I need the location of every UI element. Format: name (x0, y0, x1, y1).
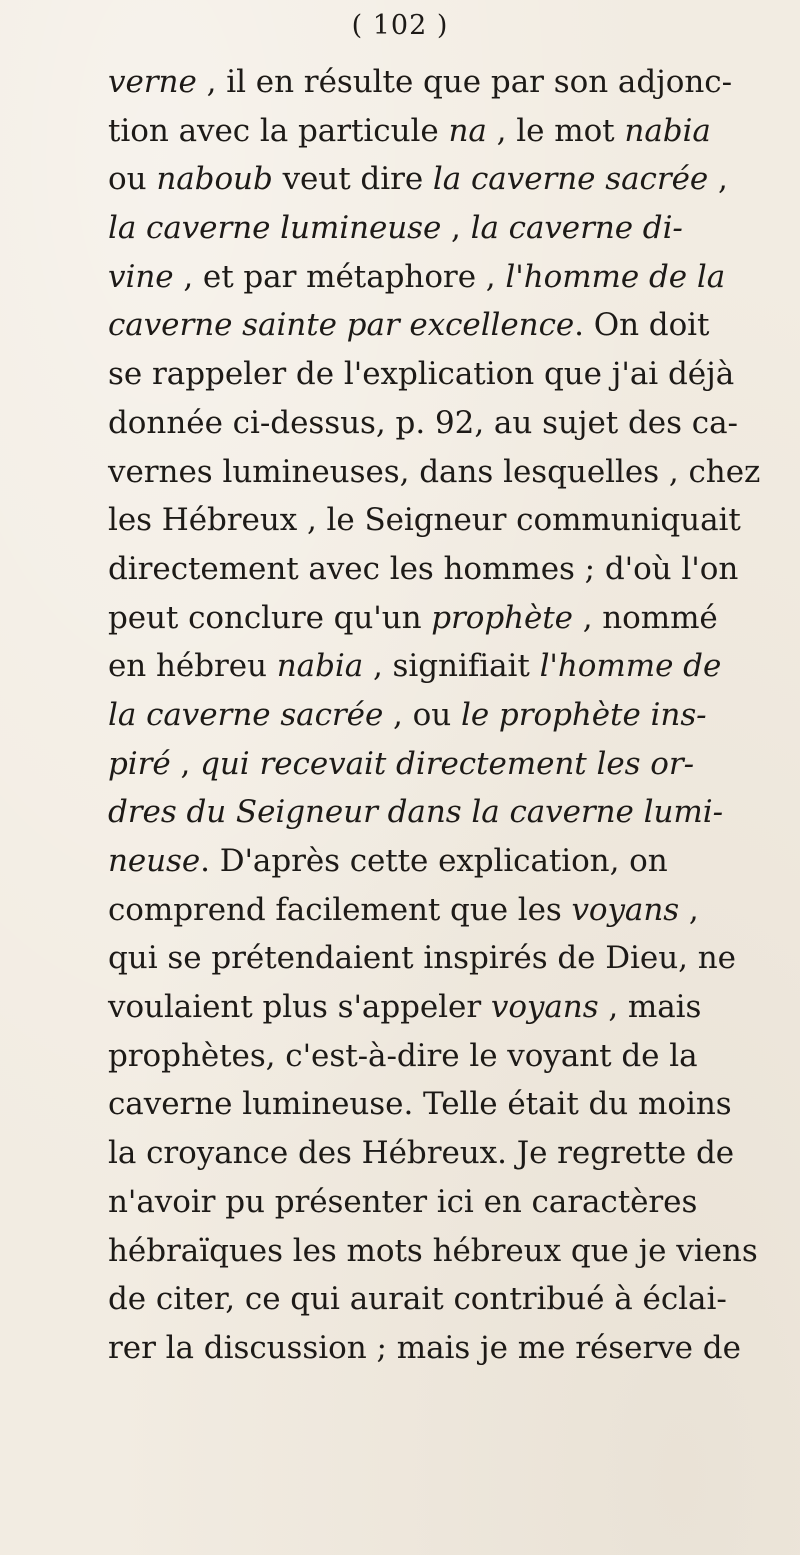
text-line (108, 1227, 798, 1276)
text-line (108, 1129, 798, 1178)
italic-text: prophète (431, 599, 573, 636)
body-text (108, 58, 798, 1373)
text-run: ou (108, 161, 157, 198)
text-run: , ou (383, 696, 461, 733)
text-line (108, 107, 798, 156)
text-line (108, 155, 798, 204)
text-line (108, 886, 798, 935)
text-run: vernes lumineuses, dans lesquelles , chez (108, 453, 761, 490)
italic-text: caverne sainte par excellence (108, 307, 575, 344)
text-line (108, 594, 798, 643)
text-line (108, 1080, 798, 1129)
text-run: donnée ci-dessus, p. 92, au sujet des ca- (108, 404, 738, 441)
text-run: . D'après cette explication, on (200, 843, 668, 879)
text-run: se rappeler de l'explication que j'ai déjà (108, 356, 735, 393)
italic-text: nabia (624, 112, 711, 149)
text-run: n'avoir pu présenter ici en caractères (108, 1183, 698, 1220)
italic-text: la caverne sacrée (108, 696, 384, 733)
text-run: , le mot (486, 112, 625, 149)
text-line (108, 58, 798, 107)
text-run: , (441, 210, 471, 247)
text-run: directement avec les hommes ; d'où l'on (108, 550, 739, 587)
text-run: , signifiait (363, 648, 540, 685)
italic-text: verne (108, 64, 197, 100)
italic-text: la caverne lumineuse (108, 210, 442, 247)
text-run: hébraïques les mots hébreux que je viens (108, 1232, 758, 1269)
text-run: de citer, ce qui aurait contribué à éclai- (108, 1281, 727, 1318)
text-line (108, 837, 798, 886)
text-line (108, 496, 798, 545)
text-run: prophètes, c'est-à-dire le voyant de la (108, 1037, 698, 1074)
text-run: qui se prétendaient inspirés de Dieu, ne (108, 940, 736, 977)
italic-text: qui recevait directement les or- (200, 745, 695, 782)
text-line (108, 399, 798, 448)
text-run: en hébreu (108, 648, 277, 685)
italic-text: piré (108, 745, 171, 782)
text-line (108, 204, 798, 253)
italic-text: la caverne di- (470, 210, 683, 247)
text-line (108, 788, 798, 837)
italic-text: le prophète ins- (460, 696, 707, 733)
text-line (108, 1275, 798, 1324)
text-run: , nommé (572, 599, 718, 636)
text-line (108, 301, 798, 350)
text-run: , (679, 891, 699, 928)
text-run: peut conclure qu'un (108, 599, 432, 636)
text-line (108, 545, 798, 594)
text-line (108, 691, 798, 740)
text-line (108, 934, 798, 983)
text-run: tion avec la particule (108, 112, 449, 149)
italic-text: voyans (490, 989, 599, 1026)
italic-text: nabia (276, 648, 364, 685)
text-run: caverne lumineuse. Telle était du moins (108, 1086, 732, 1123)
text-run: , (708, 161, 728, 198)
text-run: les Hébreux , le Seigneur communiquait (108, 502, 741, 539)
italic-text: la caverne sacrée (432, 161, 709, 198)
italic-text: neuse (108, 843, 201, 879)
text-line (108, 1178, 798, 1227)
text-run: veut dire (272, 161, 433, 198)
italic-text: dres du Seigneur dans la caverne lumi- (108, 794, 723, 831)
text-run: rer la discussion ; mais je me réserve de (108, 1329, 741, 1366)
italic-text: naboub (156, 161, 273, 198)
italic-text: l'homme de la (505, 258, 726, 295)
text-run: la croyance des Hébreux. Je regrette de (108, 1135, 735, 1172)
text-line (108, 1324, 798, 1373)
text-run: comprend facilement que les (108, 891, 572, 928)
text-run: , mais (598, 989, 702, 1026)
text-line (108, 642, 798, 691)
italic-text: l'homme de (539, 648, 722, 685)
italic-text: na (448, 112, 487, 149)
text-run: , (170, 745, 201, 782)
italic-text: voyans (571, 891, 680, 928)
italic-text: vine (108, 258, 174, 295)
text-run: . On doit (574, 307, 710, 344)
text-run: , et par métaphore , (173, 258, 506, 295)
text-line (108, 448, 798, 497)
text-line (108, 350, 798, 399)
text-line (108, 983, 798, 1032)
page-number: ( 102 ) (351, 10, 449, 41)
text-line (108, 253, 798, 302)
text-line (108, 740, 798, 789)
text-run: , il en résulte que par son adjonc- (196, 64, 733, 100)
text-line (108, 1032, 798, 1081)
text-run: voulaient plus s'appeler (108, 989, 491, 1026)
